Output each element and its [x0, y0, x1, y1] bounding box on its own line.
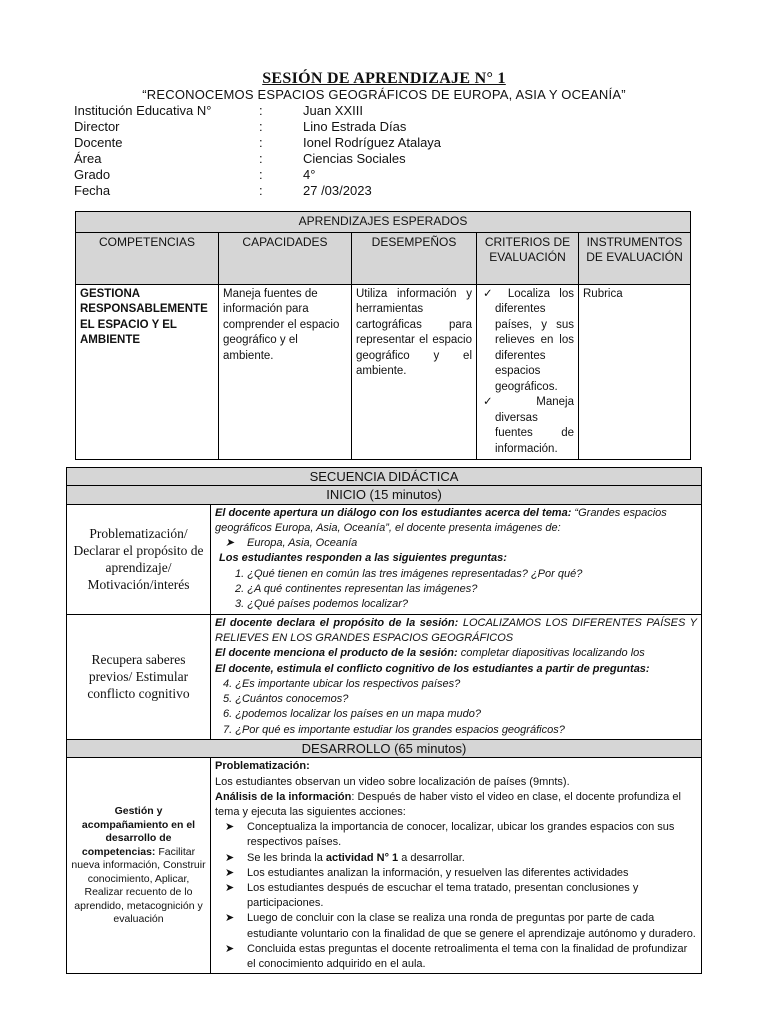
header-instrumentos: INSTRUMENTOS DE EVALUACIÓN — [579, 232, 691, 284]
conflicto-text: El docente, estimula el conflicto cognitivo de los estudiantes a partir de preguntas: — [215, 662, 650, 675]
question-item: 4. ¿Es importante ubicar los respectivos países? — [223, 677, 461, 690]
question-item: 1. ¿Qué tienen en común las tres imágenes representadas? ¿Por qué? — [235, 567, 583, 580]
criterio-item: ✓ Localiza los diferentes países, y sus relieves en los diferentes espacios geográficos. — [483, 287, 574, 393]
question-item: 7. ¿Por qué es importante estudiar los grandes espacios geográficos? — [223, 723, 565, 736]
question-item: 2. ¿A qué continentes representan las imágenes? — [235, 583, 478, 596]
respond-text: Los estudiantes responden a las siguientes preguntas: — [219, 552, 507, 565]
inicio-content-cell — [211, 504, 702, 614]
question-item: 6. ¿podemos localizar los países en un mapa mudo? — [223, 708, 482, 721]
header-criterios: CRITERIOS DE EVALUACIÓN — [477, 232, 579, 284]
info-block — [74, 103, 441, 199]
checkmark-icon: ✓ — [483, 396, 537, 408]
checkmark-icon: ✓ — [483, 287, 508, 300]
action-item: ➤ Luego de concluir con la clase se realiza una ronda de preguntas por parte de cada estudiante voluntario con la finalidad de que se genere el aprendizaje autónomo y duradero. — [215, 911, 697, 941]
instrumento-cell: Rubrica — [579, 284, 691, 460]
capacidad-cell: Maneja fuentes de información para comprender el espacio geográfico y el ambiente. — [219, 284, 352, 460]
arrow-icon: ➤ — [225, 537, 235, 550]
aprendizajes-table — [75, 211, 691, 460]
analysis-text: Análisis de la información: Después de haber visto el video en clase, el docente profundiza el tema y ejecuta las siguientes acciones: — [215, 790, 681, 818]
problem-title: Problematización: — [215, 760, 310, 773]
action-item: ➤ Conceptualiza la importancia de conocer, localizar, ubicar los grandes espacios con sus respectivos países. — [215, 820, 697, 850]
arrow-icon: ➤ — [225, 942, 235, 955]
question-item: 5. ¿Cuántos conocemos? — [223, 693, 349, 706]
producto-text: El docente menciona el producto de la sesión: completar diapositivas localizando los — [215, 647, 645, 660]
criterios-cell — [477, 284, 579, 460]
proposito-text: El docente declara el propósito de la sesión: LOCALIZAMOS LOS DIFERENTES PAÍSES Y RELIEVES EN LOS GRANDES ESPACIOS GEOGRÁFICOS — [215, 616, 697, 644]
competencia-cell: GESTIONA RESPONSABLEMENTE EL ESPACIO Y EL AMBIENTE — [76, 284, 219, 460]
secuencia-title: SECUENCIA DIDÁCTICA — [67, 468, 702, 486]
saberes-left-cell: Recupera saberes previos/ Estimular conflicto cognitivo — [67, 614, 211, 739]
action-item — [215, 851, 697, 866]
info-row: Institución Educativa N° : Juan XXIII — [74, 103, 363, 118]
info-row: Área : Ciencias Sociales — [74, 151, 406, 166]
action-item: ➤ Los estudiantes después de escuchar el tema tratado, presentan conclusiones y participaciones. — [215, 881, 697, 911]
action-text: Se les brinda la actividad N° 1 a desarrollar. — [247, 851, 465, 864]
arrow-icon: ➤ — [225, 821, 235, 834]
aprendizajes-title: APRENDIZAJES ESPERADOS — [76, 212, 691, 233]
header-capacidades: CAPACIDADES — [219, 232, 352, 284]
arrow-icon: ➤ — [225, 881, 235, 894]
header-desempenos: DESEMPEÑOS — [352, 232, 477, 284]
secuencia-table — [66, 467, 702, 974]
desarrollo-left-cell: Gestión y acompañamiento en el desarrollo de competencias: Facilitar nueva información, Construir conocimiento, Aplicar, Realizar recuento de lo aprendido, metacognición y evaluación — [67, 758, 211, 974]
desempeno-cell: Utiliza información y herramientas cartográficas para representar el espacio geográfico y el ambiente. — [352, 284, 477, 460]
inicio-title: INICIO (15 minutos) — [67, 486, 702, 504]
saberes-content-cell — [211, 614, 702, 739]
info-row: Director : Lino Estrada Días — [74, 119, 407, 134]
question-item: 3. ¿Qué países podemos localizar? — [235, 598, 409, 611]
arrow-icon: ➤ — [225, 851, 235, 864]
session-subtitle: “RECONOCEMOS ESPACIOS GEOGRÁFICOS DE EUROPA, ASIA Y OCEANÍA” — [142, 87, 626, 102]
problem-text: Los estudiantes observan un video sobre localización de países (9mnts). — [215, 775, 570, 788]
arrow-icon: ➤ — [225, 912, 235, 925]
inicio-left-cell: Problematización/ Declarar el propósito de aprendizaje/ Motivación/interés — [67, 504, 211, 614]
arrow-icon: ➤ — [225, 866, 235, 879]
info-row: Fecha : 27 /03/2023 — [74, 183, 372, 198]
desarrollo-title: DESARROLLO (65 minutos) — [67, 740, 702, 758]
action-item: ➤ Concluida estas preguntas el docente retroalimenta el tema con la finalidad de profundizar el conocimiento adquirido en el aula. — [215, 942, 697, 972]
criterio-item: ✓Maneja diversas fuentes de información. — [483, 396, 574, 455]
page-title: SESIÓN DE APRENDIZAJE N° 1 — [262, 70, 506, 87]
info-row: Grado : 4° — [74, 167, 316, 182]
bullet-item: ➤ Europa, Asia, Oceanía — [215, 536, 697, 551]
info-row: Docente : Ionel Rodríguez Atalaya — [74, 135, 442, 150]
desarrollo-content-cell — [211, 758, 702, 974]
inicio-intro: El docente apertura un diálogo con los estudiantes acerca del tema: “Grandes espacios geográficos Europa, Asia, Oceanía”, el docente presenta imágenes de: — [215, 506, 667, 534]
action-item: ➤ Los estudiantes analizan la información, y resuelven las diferentes actividades — [215, 866, 697, 881]
header-competencias: COMPETENCIAS — [76, 232, 219, 284]
